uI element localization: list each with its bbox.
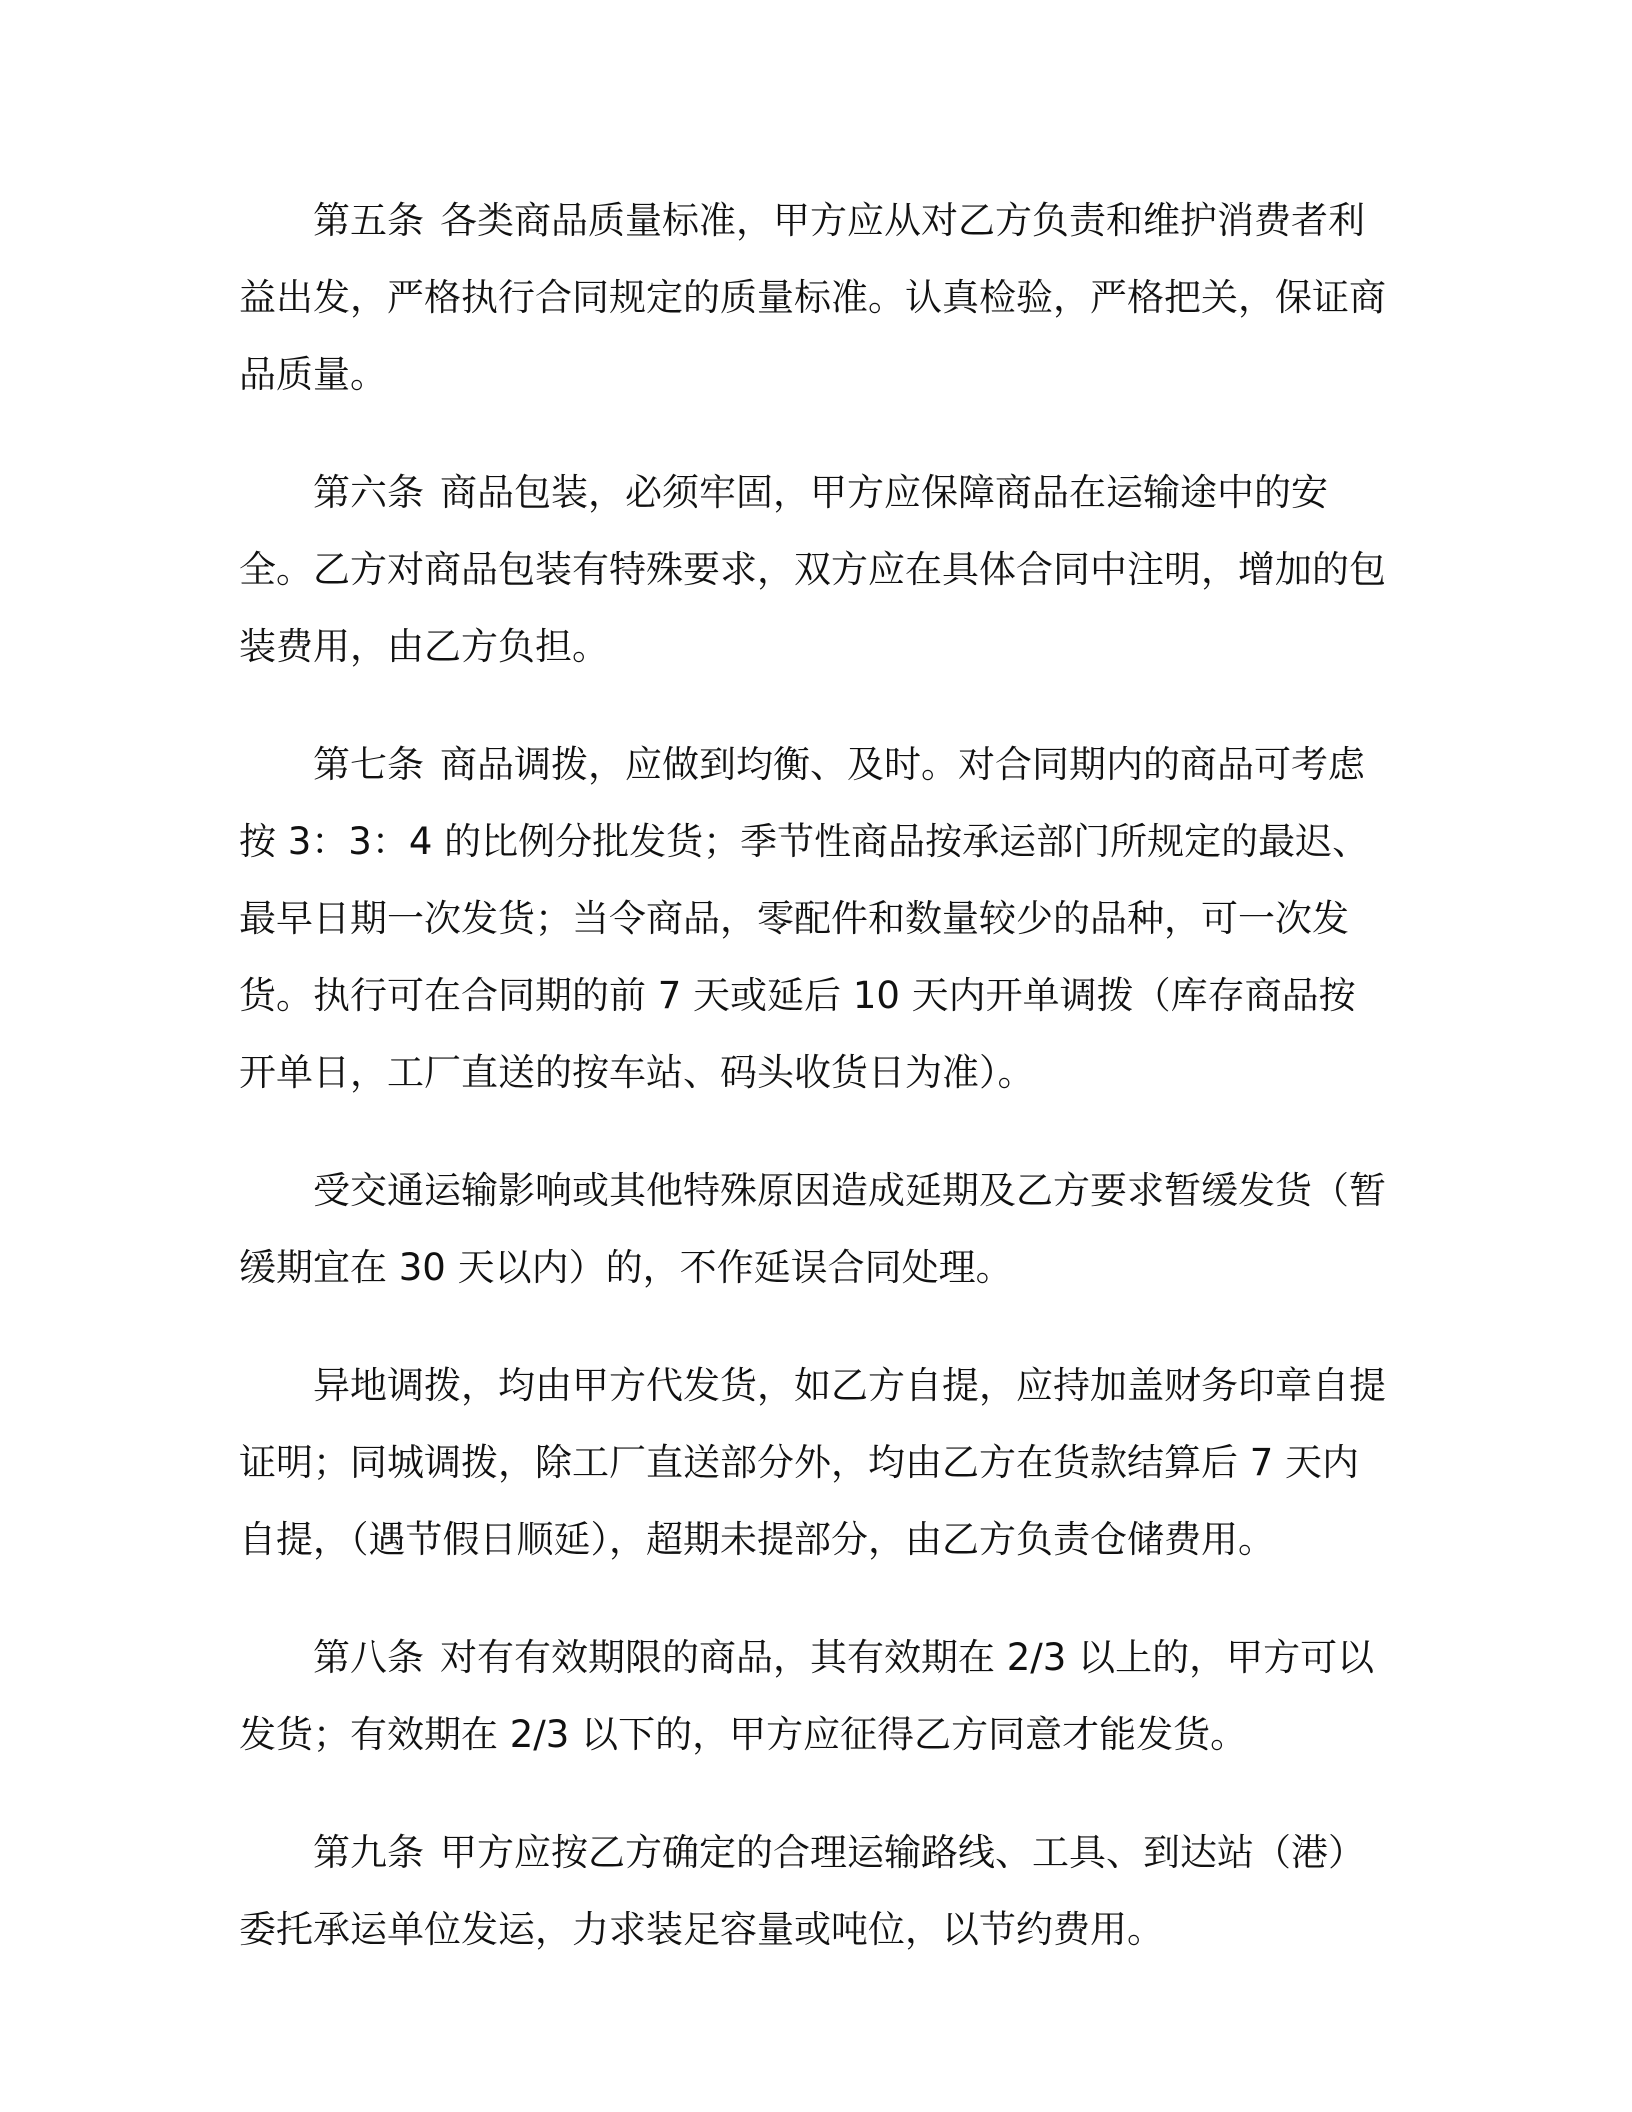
clause-6-number: 第六条 [313,471,424,514]
clause-8-paragraph [239,1619,1389,1773]
clause-7-paragraph [239,726,1389,1111]
clause-7-text: 商品调拨，应做到均衡、及时。对合同期内的商品可考虑按 3：3：4 的比例分批发货；季节性商品按承运部门所规定的最迟、最早日期一次发货；当令商品，零配件和数量较少的品种，可一次发货。执行可在合同期的前 7 天或延后 10 天内开单调拨（库存商品按开单日，工厂直送的按车站、码头收货日为准）。 [239,743,1370,1094]
clause-7-delay-text: 受交通运输影响或其他特殊原因造成延期及乙方要求暂缓发货（暂缓期宜在 30 天以内）的，不作延误合同处理。 [239,1169,1386,1289]
document-body [239,182,1389,2009]
clause-9-number: 第九条 [313,1831,424,1874]
clause-5-paragraph [239,182,1389,413]
clause-8-text: 对有有效期限的商品，其有效期在 2/3 以上的，甲方可以发货；有效期在 2/3 以下的，甲方应征得乙方同意才能发货。 [239,1636,1375,1756]
clause-5-number: 第五条 [313,199,424,242]
clause-9-text: 甲方应按乙方确定的合理运输路线、工具、到达站（港）委托承运单位发运，力求装足容量或吨位，以节约费用。 [239,1831,1365,1951]
clause-6-paragraph [239,454,1389,685]
clause-7-pickup-paragraph [239,1347,1389,1578]
clause-7-number: 第七条 [313,743,424,786]
clause-5-text: 各类商品质量标准，甲方应从对乙方负责和维护消费者利益出发，严格执行合同规定的质量标准。认真检验，严格把关，保证商品质量。 [239,199,1386,396]
clause-7-pickup-text: 异地调拨，均由甲方代发货，如乙方自提，应持加盖财务印章自提证明；同城调拨，除工厂直送部分外，均由乙方在货款结算后 7 天内自提，（遇节假日顺延），超期未提部分，由乙方负责仓储费用。 [239,1364,1386,1561]
clause-7-delay-paragraph [239,1152,1389,1306]
clause-8-number: 第八条 [313,1636,424,1679]
clause-6-text: 商品包装，必须牢固，甲方应保障商品在运输途中的安全。乙方对商品包装有特殊要求，双方应在具体合同中注明，增加的包装费用，由乙方负担。 [239,471,1386,668]
clause-9-paragraph [239,1814,1389,1968]
